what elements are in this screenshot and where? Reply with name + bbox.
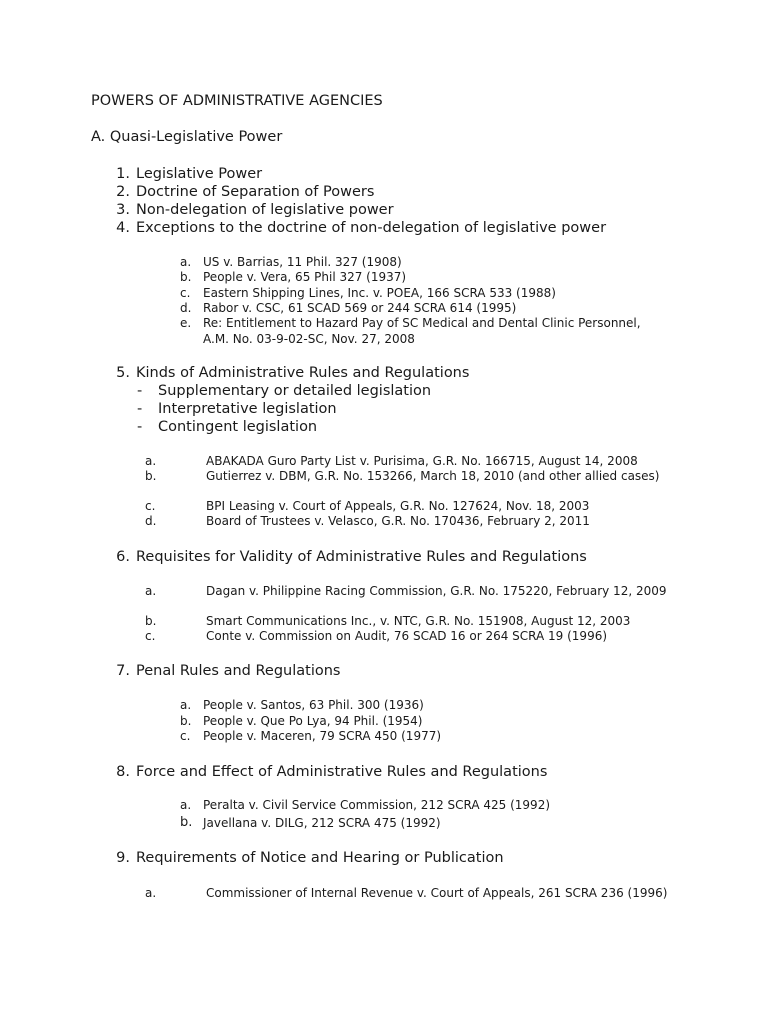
case-letter: a.: [145, 886, 157, 900]
case-letter: b.: [180, 815, 193, 830]
case-letter: d.: [180, 301, 192, 315]
case-citation: Re: Entitlement to Hazard Pay of SC Medical and Dental Clinic Personnel,: [203, 316, 641, 330]
case-citation: People v. Que Po Lya, 94 Phil. (1954): [203, 714, 423, 728]
case-citation: US v. Barrias, 11 Phil. 327 (1908): [203, 255, 402, 269]
case-letter: d.: [145, 514, 157, 528]
case-citation: BPI Leasing v. Court of Appeals, G.R. No. 127624, Nov. 18, 2003: [206, 499, 590, 513]
case-letter: a.: [145, 454, 157, 468]
case-letter: c.: [145, 499, 156, 513]
dash-bullet: -: [137, 383, 143, 399]
case-citation: Peralta v. Civil Service Commission, 212 SCRA 425 (1992): [203, 798, 551, 812]
case-citation: Eastern Shipping Lines, Inc. v. POEA, 166 SCRA 533 (1988): [203, 286, 556, 300]
document-title: POWERS OF ADMINISTRATIVE AGENCIES: [91, 93, 383, 109]
case-citation-continued: A.M. No. 03-9-02-SC, Nov. 27, 2008: [203, 332, 415, 346]
case-letter: e.: [180, 316, 192, 330]
case-letter: b.: [180, 714, 192, 728]
case-citation: People v. Vera, 65 Phil 327 (1937): [203, 270, 407, 284]
kind-item: Interpretative legislation: [158, 401, 337, 417]
kind-item: Contingent legislation: [158, 419, 318, 435]
case-letter: b.: [145, 614, 157, 628]
case-letter: a.: [180, 255, 192, 269]
case-citation: Commissioner of Internal Revenue v. Court of Appeals, 261 SCRA 236 (1996): [206, 886, 668, 900]
case-letter: b.: [180, 270, 192, 284]
case-letter: a.: [180, 798, 192, 812]
case-citation: Smart Communications Inc., v. NTC, G.R. No. 151908, August 12, 2003: [206, 614, 631, 628]
dash-bullet: -: [137, 419, 143, 435]
kind-item: Supplementary or detailed legislation: [158, 383, 432, 399]
case-letter: c.: [145, 629, 156, 643]
case-citation: People v. Maceren, 79 SCRA 450 (1977): [203, 729, 442, 743]
case-citation: Board of Trustees v. Velasco, G.R. No. 170436, February 2, 2011: [206, 514, 590, 528]
case-citation: People v. Santos, 63 Phil. 300 (1936): [203, 698, 424, 712]
case-letter: c.: [180, 286, 191, 300]
case-citation: Rabor v. CSC, 61 SCAD 569 or 244 SCRA 614 (1995): [203, 301, 517, 315]
case-letter: a.: [145, 584, 157, 598]
case-citation: Gutierrez v. DBM, G.R. No. 153266, March 18, 2010 (and other allied cases): [206, 469, 660, 483]
case-citation: Javellana v. DILG, 212 SCRA 475 (1992): [203, 816, 441, 830]
case-letter: a.: [180, 698, 192, 712]
dash-bullet: -: [137, 401, 143, 417]
case-citation: Dagan v. Philippine Racing Commission, G.R. No. 175220, February 12, 2009: [206, 584, 667, 598]
case-citation: Conte v. Commission on Audit, 76 SCAD 16 or 264 SCRA 19 (1996): [206, 629, 608, 643]
case-letter: c.: [180, 729, 191, 743]
case-letter: b.: [145, 469, 157, 483]
case-citation: ABAKADA Guro Party List v. Purisima, G.R. No. 166715, August 14, 2008: [206, 454, 638, 468]
section-heading: A. Quasi-Legislative Power: [91, 129, 283, 145]
